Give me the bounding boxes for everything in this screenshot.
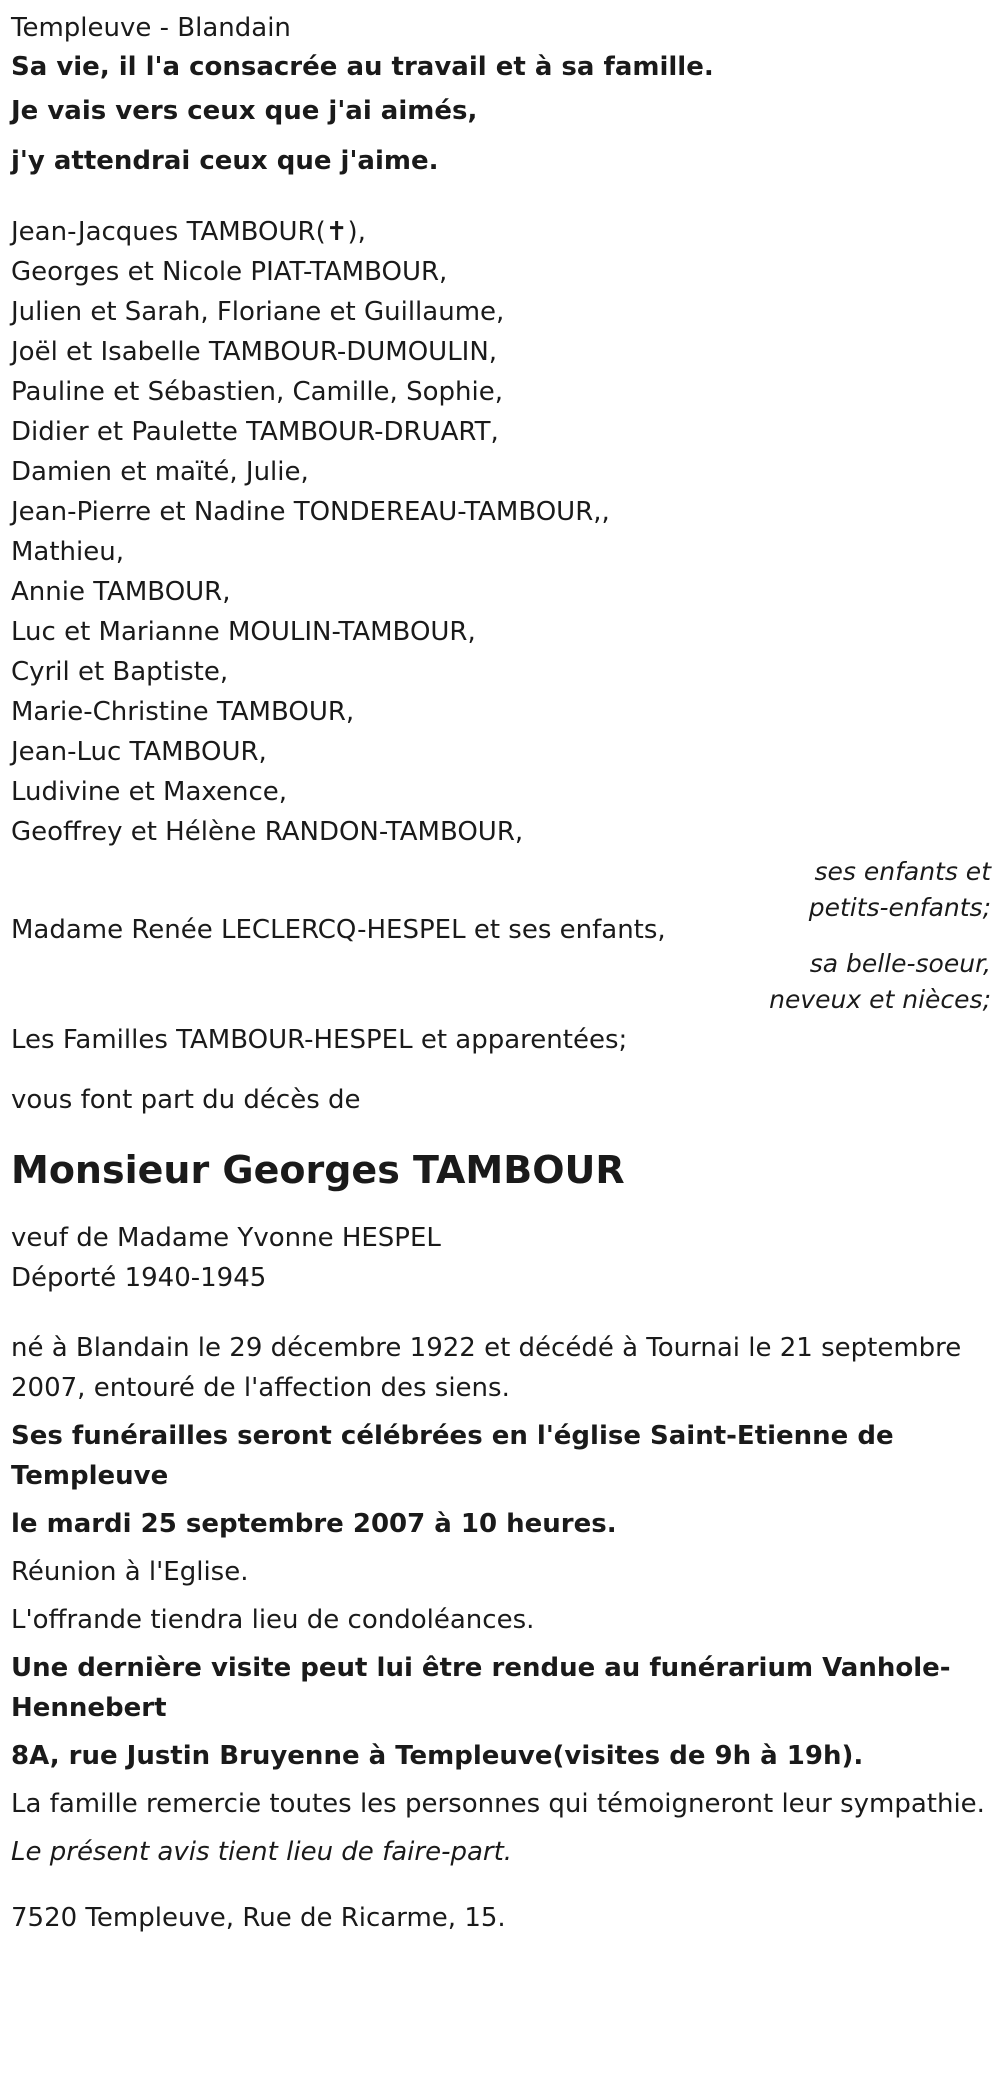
quote-line-1: Sa vie, il l'a consacrée au travail et à sa famille. bbox=[11, 52, 714, 82]
list-item: Cyril et Baptiste, bbox=[11, 657, 229, 687]
list-item: Mathieu, bbox=[11, 537, 125, 567]
list-item: Julien et Sarah, Floriane et Guillaume, bbox=[11, 297, 505, 327]
spacer bbox=[11, 1872, 1000, 1898]
notice-line: Le présent avis tient lieu de faire-part. bbox=[11, 1837, 513, 1867]
list-item: Georges et Nicole PIAT-TAMBOUR, bbox=[11, 257, 448, 287]
thanks-paragraph: La famille remercie toutes les personnes qui témoigneront leur sympathie. bbox=[11, 1789, 985, 1819]
deported-line: Déporté 1940-1945 bbox=[11, 1263, 267, 1293]
list-item: Didier et Paulette TAMBOUR-DRUART, bbox=[11, 417, 499, 447]
sister-relation-note-1: sa belle-soeur, bbox=[809, 949, 991, 978]
list-item: Joël et Isabelle TAMBOUR-DUMOULIN, bbox=[11, 337, 498, 367]
list-item: Ludivine et Maxence, bbox=[11, 777, 288, 807]
list-item: Luc et Marianne MOULIN-TAMBOUR, bbox=[11, 617, 476, 647]
birth-death-paragraph: né à Blandain le 29 décembre 1922 et décédé à Tournai le 21 septembre 2007, entouré de l'affection des siens. bbox=[11, 1333, 962, 1403]
quote-line-3: j'y attendrai ceux que j'aime. bbox=[11, 146, 439, 176]
spacer bbox=[11, 1200, 1000, 1218]
list-item: Jean-Luc TAMBOUR, bbox=[11, 737, 267, 767]
sister-in-law-line: Madame Renée LECLERCQ-HESPEL et ses enfants, bbox=[11, 915, 666, 945]
list-item: Jean-Pierre et Nadine TONDEREAU-TAMBOUR,, bbox=[11, 497, 610, 527]
list-item: Jean-Jacques TAMBOUR(✝), bbox=[11, 217, 366, 247]
offering-line: L'offrande tiendra lieu de condoléances. bbox=[11, 1605, 535, 1635]
spacer bbox=[11, 1120, 1000, 1140]
list-item: Annie TAMBOUR, bbox=[11, 577, 231, 607]
list-item: Marie-Christine TAMBOUR, bbox=[11, 697, 355, 727]
meeting-line: Réunion à l'Eglise. bbox=[11, 1557, 249, 1587]
deceased-name: Monsieur Georges TAMBOUR bbox=[11, 1148, 625, 1192]
list-item: Damien et maïté, Julie, bbox=[11, 457, 309, 487]
children-list bbox=[11, 212, 1000, 852]
list-item: Geoffrey et Hélène RANDON-TAMBOUR, bbox=[11, 817, 524, 847]
sister-relation-note-2: neveux et nièces; bbox=[769, 985, 991, 1014]
spacer bbox=[11, 1060, 1000, 1080]
families-line: Les Familles TAMBOUR-HESPEL et apparentées; bbox=[11, 1025, 628, 1055]
spacer bbox=[11, 186, 1000, 212]
visit-address: 8A, rue Justin Bruyenne à Templeuve(visites de 9h à 19h). bbox=[11, 1741, 864, 1771]
last-visit-paragraph: Une dernière visite peut lui être rendue au funérarium Vanhole-Hennebert bbox=[11, 1653, 951, 1723]
spacer bbox=[11, 1298, 1000, 1328]
announcement-intro: vous font part du décès de bbox=[11, 1085, 361, 1115]
list-item: Pauline et Sébastien, Camille, Sophie, bbox=[11, 377, 503, 407]
location-heading: Templeuve - Blandain bbox=[11, 13, 291, 43]
funeral-paragraph: Ses funérailles seront célébrées en l'église Saint-Etienne de Templeuve bbox=[11, 1421, 894, 1491]
funeral-date: le mardi 25 septembre 2007 à 10 heures. bbox=[11, 1509, 617, 1539]
widower-line: veuf de Madame Yvonne HESPEL bbox=[11, 1223, 441, 1253]
quote-line-2: Je vais vers ceux que j'ai aimés, bbox=[11, 96, 478, 126]
children-relation-note-2: petits-enfants; bbox=[808, 893, 991, 922]
children-relation-note-1: ses enfants et bbox=[814, 857, 991, 886]
home-address: 7520 Templeuve, Rue de Ricarme, 15. bbox=[11, 1903, 506, 1933]
